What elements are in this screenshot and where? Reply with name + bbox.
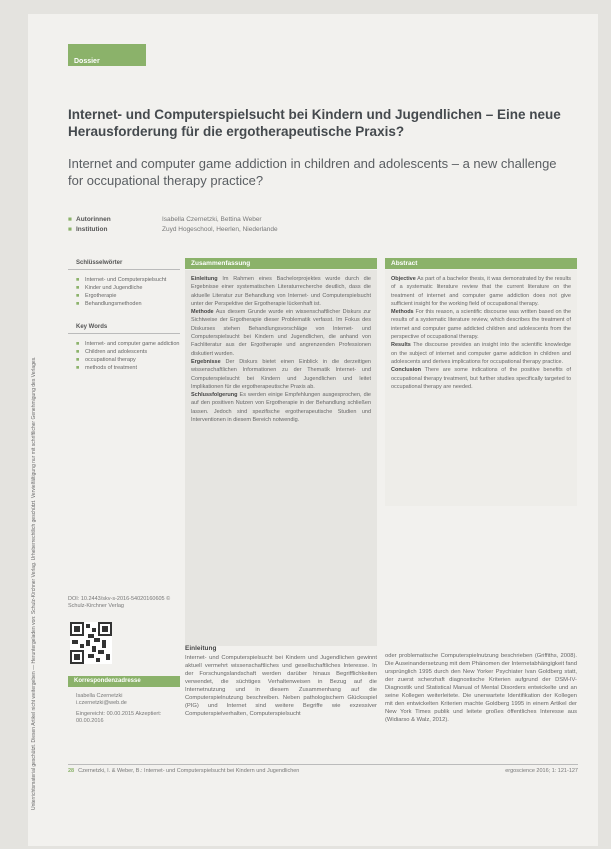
list-item: ■ Behandlungsmethoden [76, 301, 142, 307]
summary-paragraph: Ergebnisse Der Diskurs bietet einen Einblick in die derzeitigen wissenschaftlichen Informationen zu der Thematik Internet- und Computerspielsucht bei Kindern und Jugendlichen und leitet Implikationen für die ergotherapeutische Praxis ab. [191, 358, 371, 390]
copyright-stamp: Unterrichtsmaterial geschützt. Diesen Artikel nicht weitergeben — Heruntergeladen von: Schulz-Kirchner Verlag. Urheberrechtlich geschützt. Vervielfältigung nur mit schriftlicher Genehmigung des Verlages. [31, 356, 37, 810]
body-column-left [185, 645, 377, 718]
summary-heading: Zusammenfassung [185, 258, 377, 269]
contact-email[interactable]: i.czernetzki@web.de [76, 700, 127, 706]
citation: DOI: 10.2443/skv-s-2016-54020160605 © Schulz-Kirchner Verlag [68, 596, 171, 609]
contact-note: Eingereicht: 00.00.2015 Akzeptiert: 00.00.2016 [76, 711, 162, 724]
body-text: Internet- und Computerspielsucht bei Kindern und Jugendlichen gewinnt aktuell vermehrt wissenschaftliches und gesellschaftliches Interesse. In der Forschungslandschaft werden darüber hinaus Begrifflichkeiten verwendet, die süchtiges Verhaltenweisen in Bezug auf die Internetnutzung und in diesem Zusammenhang auf die Computerspielnutzung beschreiben. Neben pathologischem Glücksspiel (PIG) und Internet sind weitere Begriffe wie exzessiver Computerspielverhalten, Computerspielsucht [185, 655, 377, 717]
summary-paragraph: Einleitung Im Rahmen eines Bachelorprojektes wurde durch die Ergebnisse einer systematischen Literaturrecherche deutlich, dass die aktuelle Literatur zur Behandlung von Internet- und Computerspielsucht unter der Perspektive der Ergotherapie lückenhaft ist. [191, 276, 371, 307]
bullet-icon: ■ [68, 226, 72, 233]
keywords-en-heading: Key Words [68, 322, 180, 334]
abstract-heading: Abstract [385, 258, 577, 269]
abstract-paragraph: Conclusion There are some indications of the positive benefits of occupational therapy treatment, but further studies specifically targeted to occupational therapy are needed. [391, 367, 571, 390]
list-item: ■ Internet- and computer game addiction [76, 341, 180, 347]
keywords-de-list [68, 276, 180, 308]
abstract-paragraph: Results The discourse provides an insight into the scientific knowledge on the subject of internet and computer game addiction in children and adolescents and derives implications for occupational therapy practice. [391, 342, 571, 365]
bullet-icon: ■ [68, 216, 72, 223]
summary-paragraph: Methode Aus diesem Grunde wurde ein wissenschaftlicher Diskurs zur Sichtweise der Ergotherapie dieser Problematik verfasst. Im Fokus des Diskurses stehen Behandlungsvorschläge von Internet- und Computerspielsucht bei Kindern und Jugendlichen, die anhand von Fachliteratur aus der Ergotherapie und angrenzenden Professionen diskutiert wurden. [191, 309, 372, 357]
contact-name: Isabella Czernetzki [76, 693, 123, 699]
journal-reference: ergoscience 2016; 1: 121-127 [505, 768, 578, 774]
list-item: ■ Kinder und Jugendliche [76, 285, 143, 291]
authors-label: Autorinnen [76, 216, 111, 223]
article-meta [68, 215, 278, 235]
list-item: ■ methods of treatment [76, 365, 137, 371]
list-item: ■ Children and adolescents [76, 349, 148, 355]
keywords-en-list [68, 340, 180, 372]
contact-heading: Korrespondenzadresse [68, 676, 180, 687]
list-item: ■ occupational therapy [76, 357, 136, 363]
authors-value: Isabella Czernetzki, Bettina Weber [162, 216, 262, 223]
authors-row [68, 215, 278, 225]
running-title: Czernetzki, I. & Weber, B.: Internet- und Computerspielsucht bei Kindern und Jugendlichen [78, 768, 300, 774]
summary-paragraph: Schlussfolgerung Es werden einige Empfehlungen ausgesprochen, die auf den positiven Nutzen von Ergotherapie in der Behandlung schließen lassen. Jedoch sind spezifische ergotherapeutische Studien und Interventionen in diesem Bereich notwendig. [191, 392, 371, 424]
summary-box [185, 270, 377, 646]
keywords-de-heading: Schlüsselwörter [68, 258, 180, 270]
institution-value: Zuyd Hogeschool, Heerlen, Niederlande [162, 226, 278, 233]
page-footer [68, 768, 578, 774]
page-number: 28 [68, 768, 75, 774]
section-heading: Einleitung [185, 645, 217, 652]
abstract-paragraph: Objective As part of a bachelor thesis, it was demonstrated by the results of a systematic literature review that the current literature on the treatment of internet and computer game addiction does not give sufficient insight for the working field of occupational therapy. [391, 276, 571, 307]
abstract-paragraph: Methods For this reason, a scientific discourse was written based on the results of a systematic literature review, which describes the treatment of internet and computer game addicted children and adolescents from the perspective of occupational therapy. [391, 309, 572, 341]
footer-left [68, 768, 299, 774]
list-item: ■ Internet- und Computerspielsucht [76, 277, 167, 283]
institution-row [68, 225, 278, 235]
qr-code-icon [70, 622, 112, 664]
body-column-right [385, 652, 577, 724]
abstract-box [385, 270, 577, 506]
title-german: Internet- und Computerspielsucht bei Kindern und Jugendlichen – Eine neue Herausforderung für die ergotherapeutische Praxis? [68, 107, 561, 139]
body-text: oder problematische Computerspielnutzung beschrieben (Griffiths, 2008). Die Auseinandersetzung mit dem Phänomen der Internetabhängigkeit fand ursprünglich 1995 durch den New Yorker Psychiater Ivan Goldberg statt, der zuerst scherzhaft diagnostische Kriterien aufgrund der DSM-IV-Diagnostik und Statistical Manual of Mental Disorders entwickelte und an seine Kollegen weiterleitete. Die unerwartete Identifikation der Kollegen mit den entwickelten Kriterien machte Goldberg 1995 in einem Artikel der New York Times publik und leitete großes öffentliches Interesse aus (Widiarso & Walz, 2012). [385, 653, 577, 723]
contact-block [76, 693, 180, 725]
footer-divider [68, 764, 578, 765]
list-item: ■ Ergotherapie [76, 293, 117, 299]
title-english: Internet and computer game addiction in children and adolescents – a new challenge for occupational therapy practice? [68, 156, 557, 188]
keywords-sidebar [68, 258, 180, 386]
institution-label: Institution [76, 226, 108, 233]
section-tag: Dossier [68, 44, 146, 66]
